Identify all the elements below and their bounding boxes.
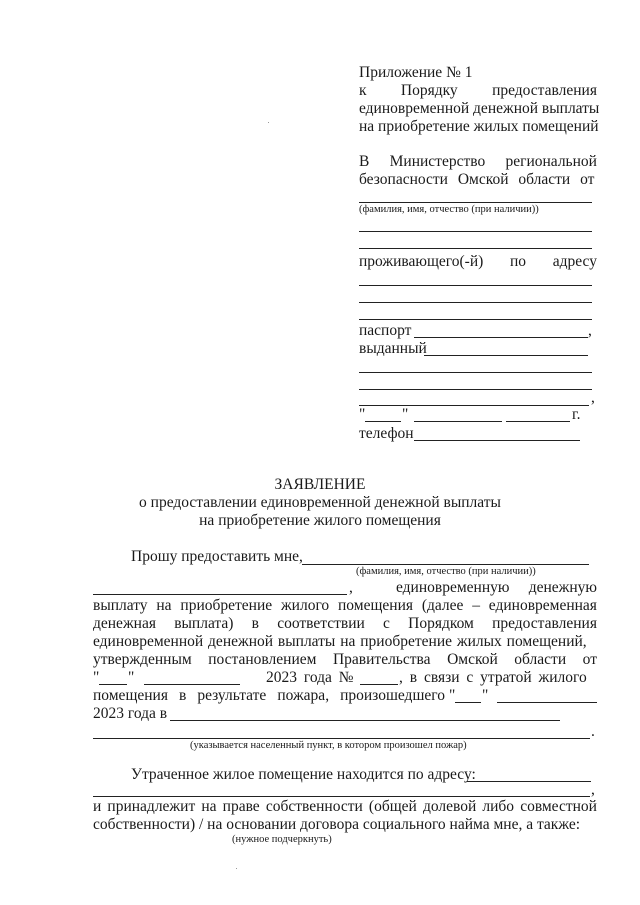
word: денежную [528, 579, 597, 596]
decree-year: 2023 года № [266, 669, 354, 686]
settlement-period: . [591, 723, 595, 740]
settlement-hint: (указывается населенный пункт, в котором произошел пожар) [190, 740, 467, 751]
settlement-line [170, 720, 560, 721]
document-subtitle-2: на приобретение жилого помещения [199, 512, 441, 529]
word: результате [197, 687, 267, 704]
fire-day-line [455, 702, 481, 703]
request-start: Прошу предоставить мне, [131, 548, 303, 565]
word: и [93, 798, 102, 815]
word: выплату [93, 597, 148, 614]
date-quote-open: " [359, 406, 366, 423]
word: Правительства [332, 651, 431, 668]
body-line-3 [93, 597, 597, 615]
word: пожара, [277, 687, 330, 704]
word: по [510, 253, 527, 270]
fire-quote-open: " [449, 687, 456, 704]
underline-hint: (нужное подчеркнуть) [232, 834, 332, 845]
appendix-line-2 [359, 82, 597, 100]
word: Порядку [400, 82, 458, 99]
body-line-2 [396, 579, 597, 597]
decree-quote-close: " [128, 669, 135, 686]
word: на [156, 597, 172, 614]
word: проживающего(-й) [359, 253, 484, 270]
body-line-6 [93, 651, 597, 669]
lost-property-text: Утраченное жилое помещение находится по адресу: [131, 766, 476, 783]
issued-line [424, 355, 588, 356]
word: жилого [280, 597, 330, 614]
decree-number-line [360, 684, 398, 685]
addressee-line-2: безопасности Омской области от [359, 171, 595, 188]
comma: , [349, 579, 353, 596]
phone-line [414, 440, 580, 441]
word: (общей [368, 798, 417, 815]
word: адресу [552, 253, 597, 270]
word: от [582, 651, 597, 668]
document-subtitle-1: о предоставлении единовременной денежной выплаты [139, 494, 501, 511]
word: собственности [265, 798, 363, 815]
word: Министерство [389, 153, 486, 170]
appendix-line-3: единовременной денежной выплаты [359, 100, 600, 117]
word: долевой [422, 798, 477, 815]
word: приобретение [180, 597, 273, 614]
issued-line-2 [359, 372, 592, 373]
word: единовременная [488, 597, 597, 614]
word: денежная [93, 615, 156, 632]
word: с [383, 615, 390, 632]
word: постановлением [208, 651, 317, 668]
word: выплата) [174, 615, 234, 632]
issued-line-4 [359, 405, 589, 406]
word: либо [482, 798, 515, 815]
applicant-name-line-3 [359, 248, 592, 249]
addressee-line-1 [359, 153, 597, 171]
body-line-4 [93, 615, 597, 633]
body-line-5: единовременной денежной выплаты на приобретение жилых помещений, [93, 633, 587, 650]
word: В [359, 153, 370, 170]
address-line-1 [359, 285, 592, 286]
word: (далее [421, 597, 464, 614]
word: помещения [338, 597, 413, 614]
word: произошедшего [340, 687, 445, 704]
fire-month-line [497, 702, 597, 703]
date-quote-close: " [402, 406, 409, 423]
word: – [472, 597, 480, 614]
issued-line-3 [359, 389, 592, 390]
issued-label: выданный [359, 340, 427, 357]
word: Порядком [408, 615, 474, 632]
date-day-line [365, 421, 401, 422]
body-line-8 [93, 687, 445, 705]
word: области [514, 651, 567, 668]
ownership-line-2: собственности) / на основании договора социального найма мне, а также: [93, 816, 581, 833]
lost-property-address-line-2 [93, 796, 590, 797]
address-comma: , [591, 781, 595, 798]
word: принадлежит [107, 798, 196, 815]
settlement-line-2 [93, 738, 590, 739]
word: предоставления [492, 615, 597, 632]
decree-day-line [99, 684, 127, 685]
decree-month-line [144, 684, 240, 685]
request-name-hint: (фамилия, имя, отчество (при наличии)) [356, 566, 536, 577]
date-month-line [414, 421, 502, 422]
request-name-line-2 [93, 594, 347, 595]
applicant-name-line-2 [359, 231, 592, 232]
word: предоставления [492, 82, 597, 99]
scan-speck [268, 122, 269, 123]
scan-speck [236, 868, 237, 869]
word: на [201, 798, 217, 815]
appendix-title: Приложение № 1 [359, 64, 473, 81]
ownership-line-1 [93, 798, 597, 816]
word: к [359, 82, 367, 99]
word: в [251, 615, 259, 632]
word: Омской [447, 651, 498, 668]
word: совместной [520, 798, 597, 815]
body-line-9: 2023 года в [93, 705, 168, 722]
date-year-line [506, 421, 570, 422]
lost-property-address-line [467, 781, 591, 782]
decree-quote-open: " [93, 669, 100, 686]
word: помещения [93, 687, 168, 704]
passport-label: паспорт [359, 322, 412, 339]
word: соответствии [277, 615, 365, 632]
address-line-2 [359, 302, 592, 303]
appendix-line-4: на приобретение жилых помещений [359, 118, 599, 135]
fire-quote-close: " [482, 687, 489, 704]
word: единовременную [396, 579, 510, 596]
document-title: ЗАЯВЛЕНИЕ [274, 476, 366, 493]
passport-comma: , [588, 322, 592, 339]
phone-label: телефон [359, 425, 414, 442]
body-line-7-tail: , в связи с утратой жилого [399, 669, 587, 686]
word: праве [222, 798, 260, 815]
address-line-3 [359, 319, 592, 320]
request-name-line [302, 564, 589, 565]
applicant-name-hint: (фамилия, имя, отчество (при наличии)) [359, 204, 539, 215]
word: региональной [505, 153, 597, 170]
applicant-name-line [359, 202, 592, 203]
city-suffix: г. [572, 406, 581, 423]
residing-label [359, 253, 597, 271]
passport-line [414, 337, 588, 338]
word: утвержденным [93, 651, 192, 668]
issued-comma: , [591, 389, 595, 406]
word: в [178, 687, 187, 704]
